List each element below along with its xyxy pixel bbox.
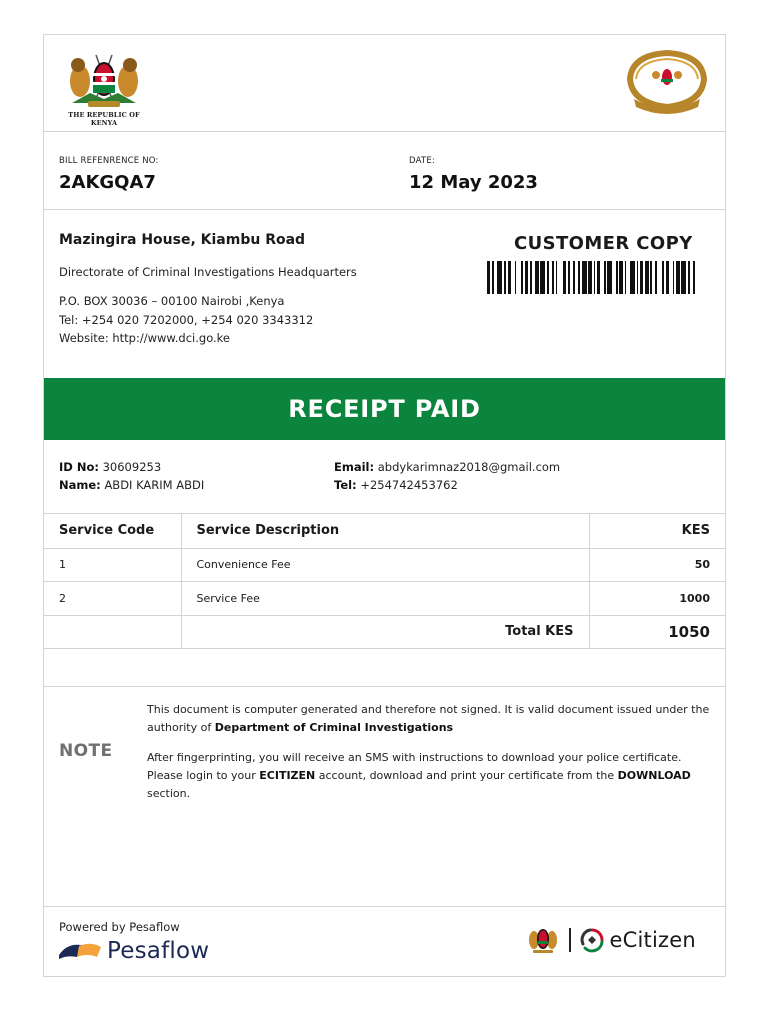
ecitizen-logo	[525, 922, 696, 958]
note-p2-bold1: ECITIZEN	[259, 769, 316, 782]
id-label: ID No:	[59, 460, 99, 474]
logo-header	[44, 35, 725, 132]
id-number	[59, 460, 161, 474]
ecitizen-wordmark: eCitizen	[609, 928, 696, 952]
note-paragraph-2	[147, 749, 712, 803]
receipt-paid-banner: RECEIPT PAID	[44, 378, 725, 440]
issuer-address	[44, 210, 725, 378]
coat-of-arms-small-icon	[525, 922, 561, 958]
pesaflow-wordmark: Pesaflow	[107, 938, 210, 964]
table-total-row	[44, 615, 725, 649]
ecitizen-icon	[579, 927, 605, 953]
spacer-row	[44, 648, 725, 687]
note-p1-bold: Department of Criminal Investigations	[214, 721, 454, 734]
bill-info-row	[44, 132, 725, 210]
total-label: Total KES	[181, 615, 589, 649]
telephone: Tel: +254 020 7202000, +254 020 3343312	[59, 313, 314, 327]
coat-of-arms-icon	[58, 49, 150, 111]
service-description-cell: Service Fee	[181, 582, 589, 616]
service-code-cell: 2	[44, 582, 181, 616]
tel-label: Tel:	[334, 478, 357, 492]
table-header-row	[44, 514, 725, 548]
police-badge-icon	[622, 49, 712, 115]
logo-divider	[569, 928, 571, 952]
organization-name: Directorate of Criminal Investigations Headquarters	[59, 265, 357, 279]
pesaflow-icon	[59, 941, 101, 961]
customer-copy-label: CUSTOMER COPY	[514, 233, 693, 254]
customer-email	[334, 460, 560, 474]
table-row	[44, 582, 725, 616]
date-value: 12 May 2023	[409, 172, 538, 193]
amount-cell: 1000	[589, 582, 725, 616]
po-box: P.O. BOX 30036 – 00100 Nairobi ,Kenya	[59, 294, 285, 308]
service-code-cell: 1	[44, 548, 181, 582]
note-label: NOTE	[59, 741, 113, 761]
customer-tel	[334, 478, 458, 492]
bill-reference-value: 2AKGQA7	[59, 172, 156, 193]
email-label: Email:	[334, 460, 375, 474]
header-service-code: Service Code	[44, 514, 181, 548]
name-label: Name:	[59, 478, 101, 492]
note-p2-c: section.	[147, 787, 191, 800]
powered-by-text: Powered by Pesaflow	[59, 920, 180, 934]
customer-name	[59, 478, 204, 492]
amount-cell: 50	[589, 548, 725, 582]
note-p2-bold2: DOWNLOAD	[617, 769, 691, 782]
barcode	[487, 261, 699, 294]
customer-info	[44, 440, 725, 514]
tel-value: +254742453762	[360, 478, 458, 492]
note-section	[44, 687, 725, 907]
kenya-coat-of-arms-logo	[58, 49, 150, 127]
total-value: 1050	[589, 615, 725, 649]
address-title: Mazingira House, Kiambu Road	[59, 232, 306, 248]
note-p2-b: account, download and print your certificate from the	[315, 769, 618, 782]
header-kes: KES	[589, 514, 725, 548]
national-police-service-logo	[622, 49, 712, 115]
name-value: ABDI KARIM ABDI	[104, 478, 205, 492]
service-table	[44, 514, 725, 649]
note-paragraph-1	[147, 701, 712, 737]
empty-cell	[44, 615, 181, 649]
note-p1-text: This document is computer generated and therefore not signed. It is valid document issued under the authority of	[147, 703, 710, 734]
coat-caption: THE REPUBLIC OF KENYA	[68, 111, 140, 127]
receipt	[43, 34, 726, 977]
barcode-bar	[695, 261, 698, 294]
id-value: 30609253	[102, 460, 162, 474]
table-row	[44, 548, 725, 582]
pesaflow-logo	[59, 938, 209, 964]
email-value: abdykarimnaz2018@gmail.com	[377, 460, 561, 474]
footer	[44, 907, 725, 976]
website: Website: http://www.dci.go.ke	[59, 331, 231, 345]
date-label: DATE:	[409, 156, 435, 166]
note-p2-a: After fingerprinting, you will receive an SMS with instructions to download your police certificate. Please login to your	[147, 751, 682, 782]
bill-reference-label: BILL REFENRENCE NO:	[59, 156, 159, 166]
service-description-cell: Convenience Fee	[181, 548, 589, 582]
header-service-description: Service Description	[181, 514, 589, 548]
